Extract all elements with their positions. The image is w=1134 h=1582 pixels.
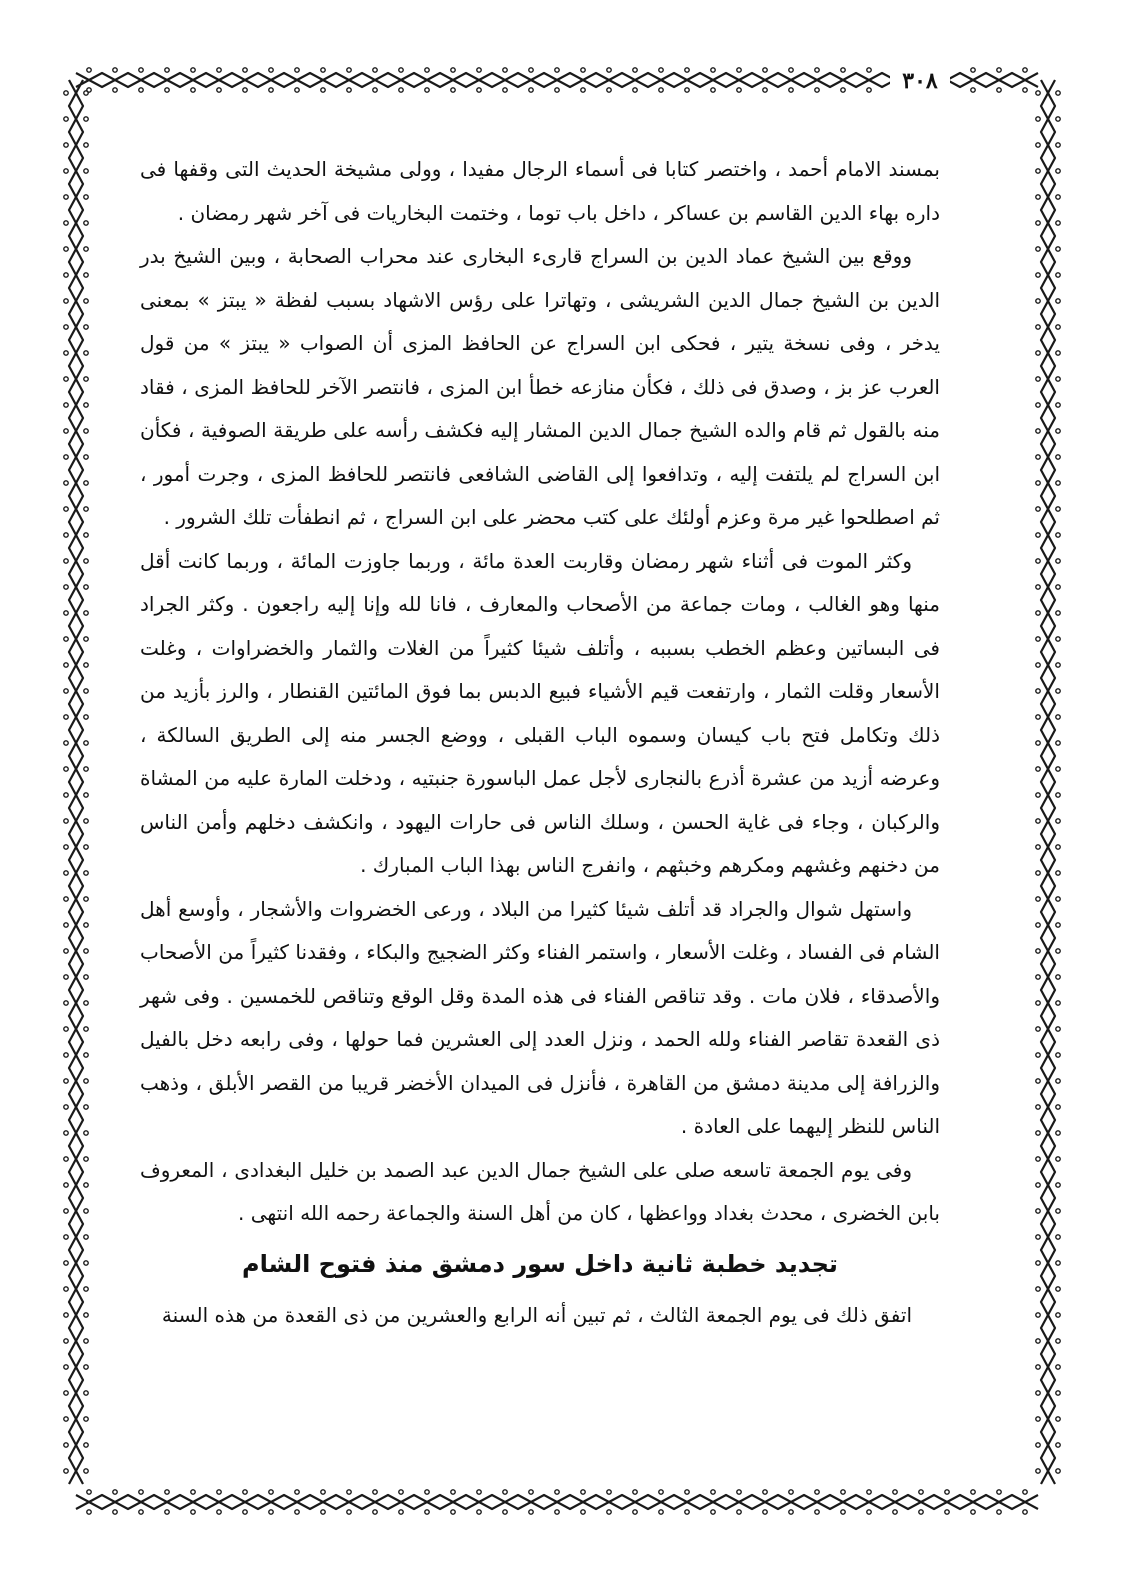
main-text [140, 148, 940, 1448]
paragraph-5: وفى يوم الجمعة تاسعه صلى على الشيخ جمال الدين عبد الصمد بن خليل البغدادى ، المعروف بابن الخضرى ، محدث بغداد وواعظها ، كان من أهل السنة والجماعة رحمه الله انتهى . [140, 1157, 940, 1225]
paragraph-6: اتفق ذلك فى يوم الجمعة الثالث ، ثم تبين أنه الرابع والعشرين من ذى القعدة من هذه السنة [161, 1302, 912, 1327]
section-heading: تجديد خطبة ثانية داخل سور دمشق منذ فتوح الشام [242, 1249, 838, 1278]
paragraph-2: ووقع بين الشيخ عماد الدين بن السراج قارىء البخارى عند محراب الصحابة ، وبين الشيخ بدر الدين بن الشيخ جمال الدين الشريشى ، وتهاترا على رؤس الاشهاد بسبب لفظة « يبتز » بمعنى يدخر ، وفى نسخة يتير ، فحكى ابن السراج عن الحافظ المزى أن الصواب « يبتز » من قول العرب عز بز ، وصدق فى ذلك ، فكأن منازعه خطأ ابن المزى ، فانتصر الآخر للحافظ المزى ، فقاد منه بالقول ثم قام والده الشيخ جمال الدين المشار إليه فكشف رأسه على طريقة الصوفية ، فكأن ابن السراج لم يلتفت إليه ، وتدافعوا إلى القاضى الشافعى فانتصر للحافظ المزى ، وجرت أمور ، ثم اصطلحوا غير مرة وعزم أولئك على كتب محضر على ابن السراج ، ثم انطفأت تلك الشرور . [140, 244, 940, 529]
paragraph-3: وكثر الموت فى أثناء شهر رمضان وقاربت العدة مائة ، وربما جاوزت المائة ، وربما كانت أقل منها وهو الغالب ، ومات جماعة من الأصحاب والمعارف ، فانا لله وإنا إليه راجعون . وكثر الجراد فى البساتين وعظم الخطب بسببه ، وأتلف شيئا كثيراً من الغلات والثمار والخضراوات ، وغلت الأسعار وقلت الثمار ، وارتفعت قيم الأشياء فبيع الدبس بما فوق المائتين القنطار ، والرز بأزيد من ذلك وتكامل فتح باب كيسان وسموه الباب القبلى ، ووضع الجسر منه إلى الطريق السالكة ، وعرضه أزيد من عشرة أذرع بالنجارى لأجل عمل الباسورة جنبتيه ، ودخلت المارة عليه من المشاة والركبان ، وجاء فى غاية الحسن ، وسلك الناس فى حارات اليهود ، وانكشف دخلهم وأمن الناس من دخنهم وغشهم ومكرهم وخبثهم ، وانفرج الناس بهذا الباب المبارك . [140, 548, 940, 877]
paragraph-1: بمسند الامام أحمد ، واختصر كتابا فى أسماء الرجال مفيدا ، وولى مشيخة الحديث التى وقفها فى داره بهاء الدين القاسم بن عساكر ، داخل باب توما ، وختمت البخاريات فى آخر شهر رمضان . [140, 157, 940, 225]
page-number: ٣٠٨ [890, 64, 950, 98]
paragraph-4: واستهل شوال والجراد قد أتلف شيئا كثيرا من البلاد ، ورعى الخضروات والأشجار ، وأوسع أهل الشام فى الفساد ، وغلت الأسعار ، واستمر الفناء وكثر الضجيج والبكاء ، وفقدنا كثيراً من الأصحاب والأصدقاء ، فلان مات . وقد تناقص الفناء فى هذه المدة وقل الوقع وتناقص للخمسين . وفى شهر ذى القعدة تقاصر الفناء ولله الحمد ، ونزل العدد إلى العشرين فما حولها ، وفى رابعه دخل بالفيل والزرافة إلى مدينة دمشق من القاهرة ، فأنزل فى الميدان الأخضر قريبا من القصر الأبلق ، وذهب الناس للنظر إليهما على العادة . [140, 896, 940, 1138]
